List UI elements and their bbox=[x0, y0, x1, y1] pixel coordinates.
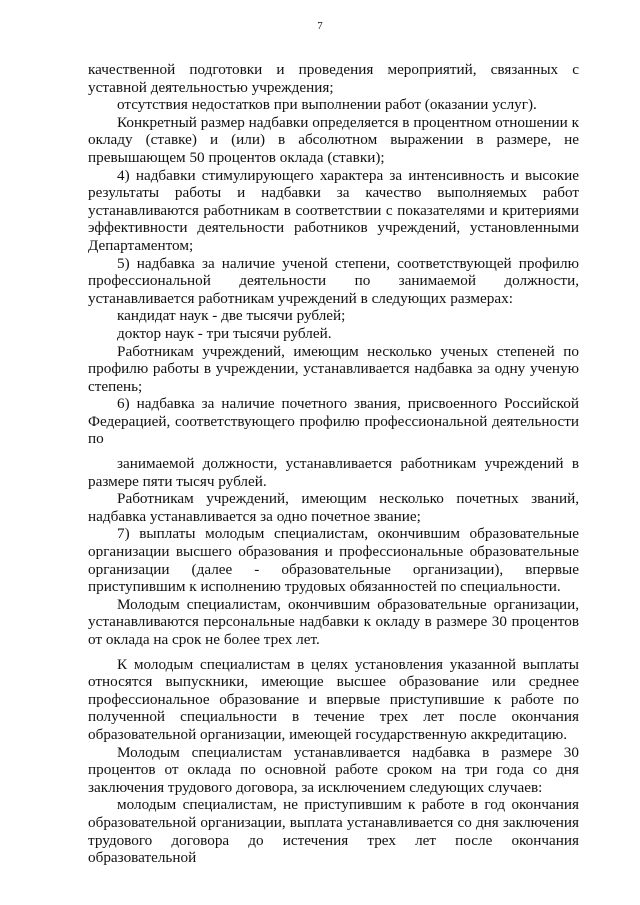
paragraph: 6) надбавка за наличие почетного звания, присвоенного Российской Федерацией, соответствующего профилю профессиональной деятельности по bbox=[88, 395, 579, 448]
paragraph: 4) надбавки стимулирующего характера за интенсивность и высокие результаты работы и надбавки за качество выполняемых работ устанавливаются работникам в соответствии с показателями и критериями эффективности деятельности работников учреждений, установленными Департаментом; bbox=[88, 166, 579, 254]
paragraph: кандидат наук - две тысячи рублей; bbox=[117, 307, 346, 325]
page-number: 7 bbox=[317, 20, 323, 32]
paragraph: отсутствия недостатков при выполнении работ (оказании услуг). bbox=[117, 96, 537, 114]
paragraph: Работникам учреждений, имеющим несколько ученых степеней по профилю работы в учреждении, устанавливается надбавка за одну ученую степень; bbox=[88, 342, 579, 395]
paragraph: Работникам учреждений, имеющим несколько почетных званий, надбавка устанавливается за одно почетное звание; bbox=[88, 490, 579, 525]
paragraph: Конкретный размер надбавки определяется в процентном отношении к окладу (ставке) и (или) в абсолютном выражении в размере, не превышающем 50 процентов оклада (ставки); bbox=[88, 113, 579, 166]
paragraph: Молодым специалистам устанавливается надбавка в размере 30 процентов от оклада по основной работе сроком на три года со дня заключения трудового договора, за исключением следующих случаев: bbox=[88, 743, 579, 796]
paragraph: 5) надбавка за наличие ученой степени, соответствующей профилю профессиональной деятельности по занимаемой должности, устанавливается работникам учреждений в следующих размерах: bbox=[88, 254, 579, 307]
paragraph: молодым специалистам, не приступившим к работе в год окончания образовательной организации, выплата устанавливается со дня заключения трудового договора до истечения трех лет после окончания образовательной bbox=[88, 796, 579, 867]
paragraph: доктор наук - три тысячи рублей. bbox=[117, 324, 332, 342]
paragraph: занимаемой должности, устанавливается работникам учреждений в размере пяти тысяч рублей. bbox=[88, 455, 579, 490]
paragraph: Молодым специалистам, окончившим образовательные организации, устанавливаются персональные надбавки к окладу в размере 30 процентов от оклада на срок не более трех лет. bbox=[88, 595, 579, 648]
paragraph: качественной подготовки и проведения мероприятий, связанных с уставной деятельностью учреждения; bbox=[88, 61, 579, 96]
paragraph: 7) выплаты молодым специалистам, окончившим образовательные организации высшего образования и профессиональные образовательные организации (далее - образовательные организации), впервые приступившим к исполнению трудовых обязанностей по специальности. bbox=[88, 525, 579, 596]
paragraph: К молодым специалистам в целях установления указанной выплаты относятся выпускники, имеющие высшее образование или среднее профессиональное образование и впервые приступившие к работе по полученной специальности в течение трех лет после окончания образовательной организации, имеющей государственную аккредитацию. bbox=[88, 655, 579, 743]
document-body bbox=[88, 61, 579, 867]
